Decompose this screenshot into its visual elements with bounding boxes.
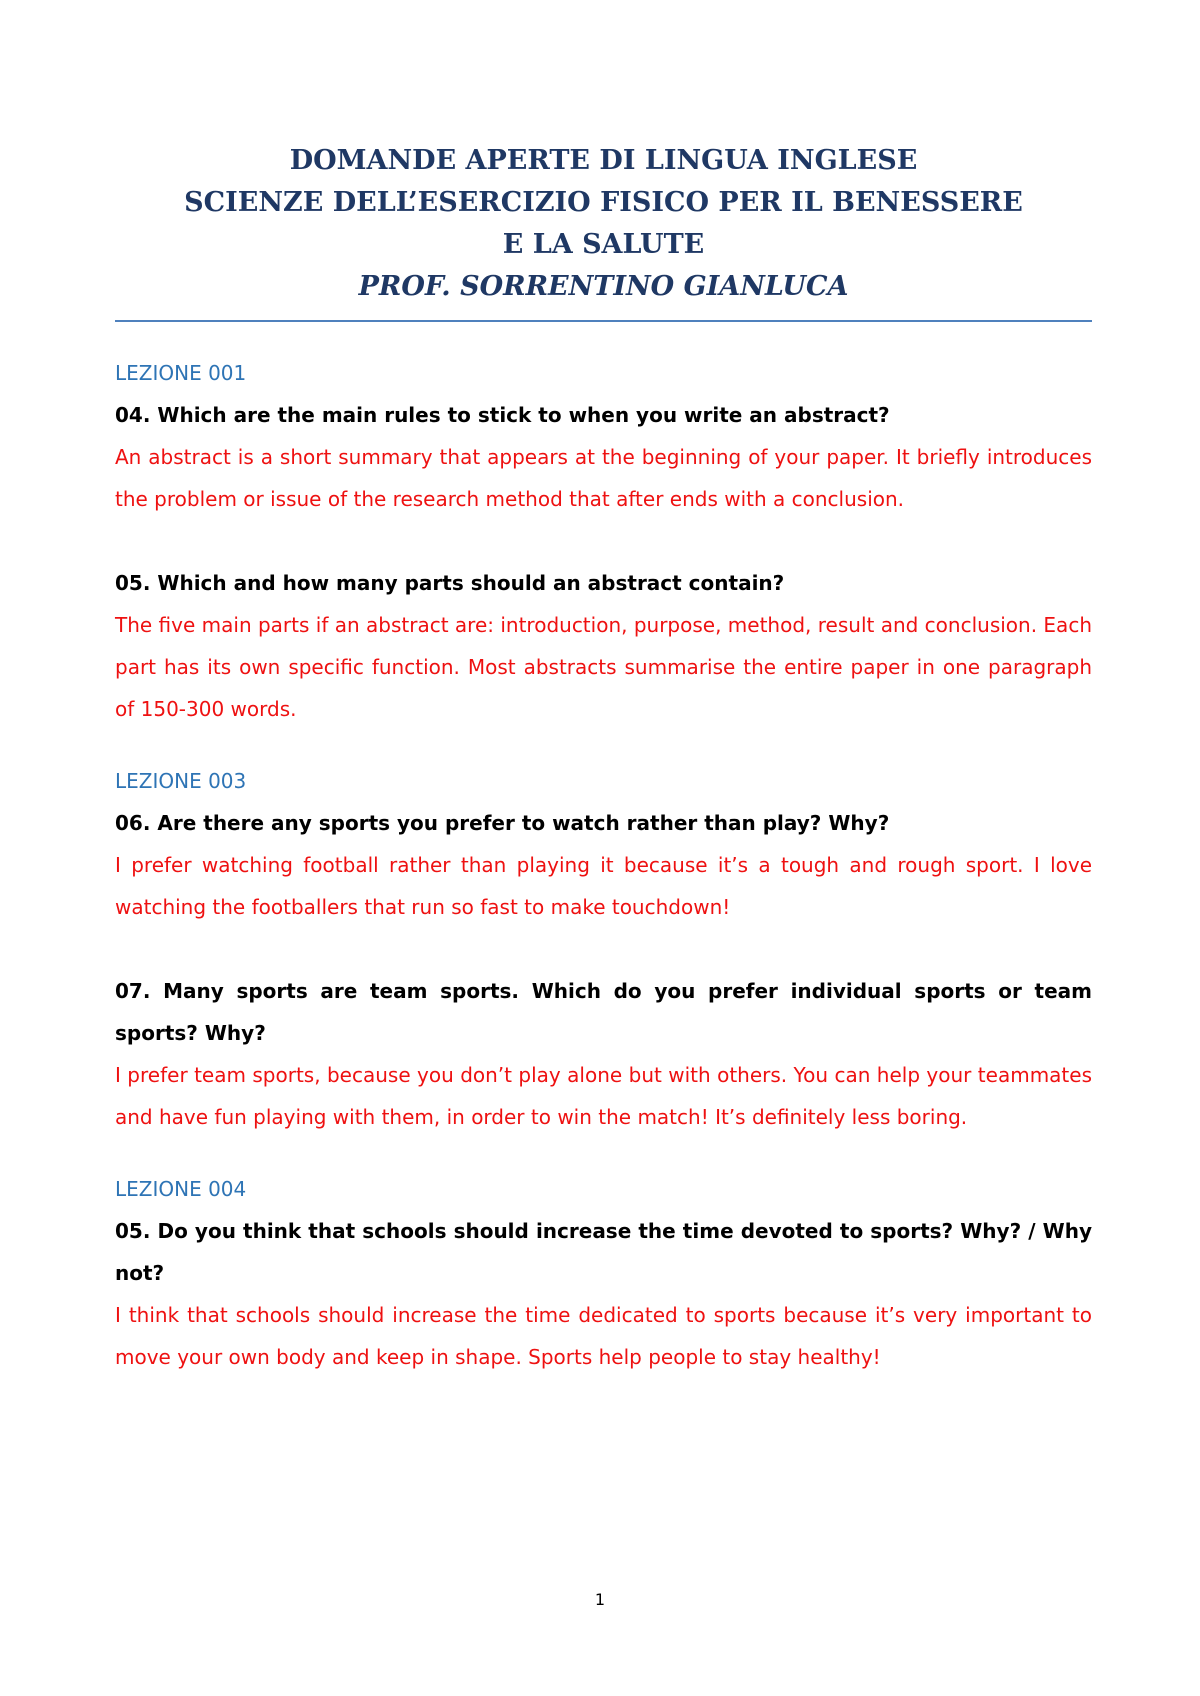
answer-text: I prefer team sports, because you don’t play alone but with others. You can help your teammates and have fun playing with them, in order to win the match! It’s definitely less boring. <box>115 1063 1092 1129</box>
title-line-3: E LA SALUTE <box>502 229 705 260</box>
qa-item <box>115 802 1092 928</box>
document-title <box>115 140 1092 308</box>
lesson-heading: LEZIONE 001 <box>115 361 247 385</box>
question-text: 05. Do you think that schools should increase the time devoted to sports? Why? / Why not? <box>115 1219 1092 1285</box>
question-text: 06. Are there any sports you prefer to watch rather than play? Why? <box>115 811 890 835</box>
author-line: PROF. SORRENTINO GIANLUCA <box>358 271 849 302</box>
qa-item <box>115 394 1092 520</box>
lesson-heading: LEZIONE 004 <box>115 1177 247 1201</box>
qa-item <box>115 970 1092 1138</box>
lesson-section <box>115 1168 1092 1378</box>
lesson-section <box>115 760 1092 1138</box>
question-text: 07. Many sports are team sports. Which do you prefer individual sports or team sports? Why? <box>115 979 1092 1045</box>
qa-item <box>115 562 1092 730</box>
question-text: 05. Which and how many parts should an abstract contain? <box>115 571 785 595</box>
title-divider <box>115 320 1092 322</box>
answer-text: An abstract is a short summary that appears at the beginning of your paper. It briefly introduces the problem or issue of the research method that after ends with a conclusion. <box>115 445 1092 511</box>
answer-text: I prefer watching football rather than playing it because it’s a tough and rough sport. I love watching the footballers that run so fast to make touchdown! <box>115 853 1092 919</box>
answer-text: The five main parts if an abstract are: introduction, purpose, method, result and conclusion. Each part has its own specific function. Most abstracts summarise the entire paper in one paragraph of 150-300 words. <box>115 613 1092 721</box>
lesson-section <box>115 352 1092 730</box>
lesson-heading: LEZIONE 003 <box>115 769 247 793</box>
title-line-1: DOMANDE APERTE DI LINGUA INGLESE <box>289 145 918 176</box>
document-content <box>115 140 1092 1378</box>
page-number: 1 <box>594 1590 606 1609</box>
title-line-2: SCIENZE DELL’ESERCIZIO FISICO PER IL BENESSERE <box>184 187 1023 218</box>
answer-text: I think that schools should increase the time dedicated to sports because it’s very important to move your own body and keep in shape. Sports help people to stay healthy! <box>115 1303 1092 1369</box>
qa-item <box>115 1210 1092 1378</box>
question-text: 04. Which are the main rules to stick to when you write an abstract? <box>115 403 890 427</box>
